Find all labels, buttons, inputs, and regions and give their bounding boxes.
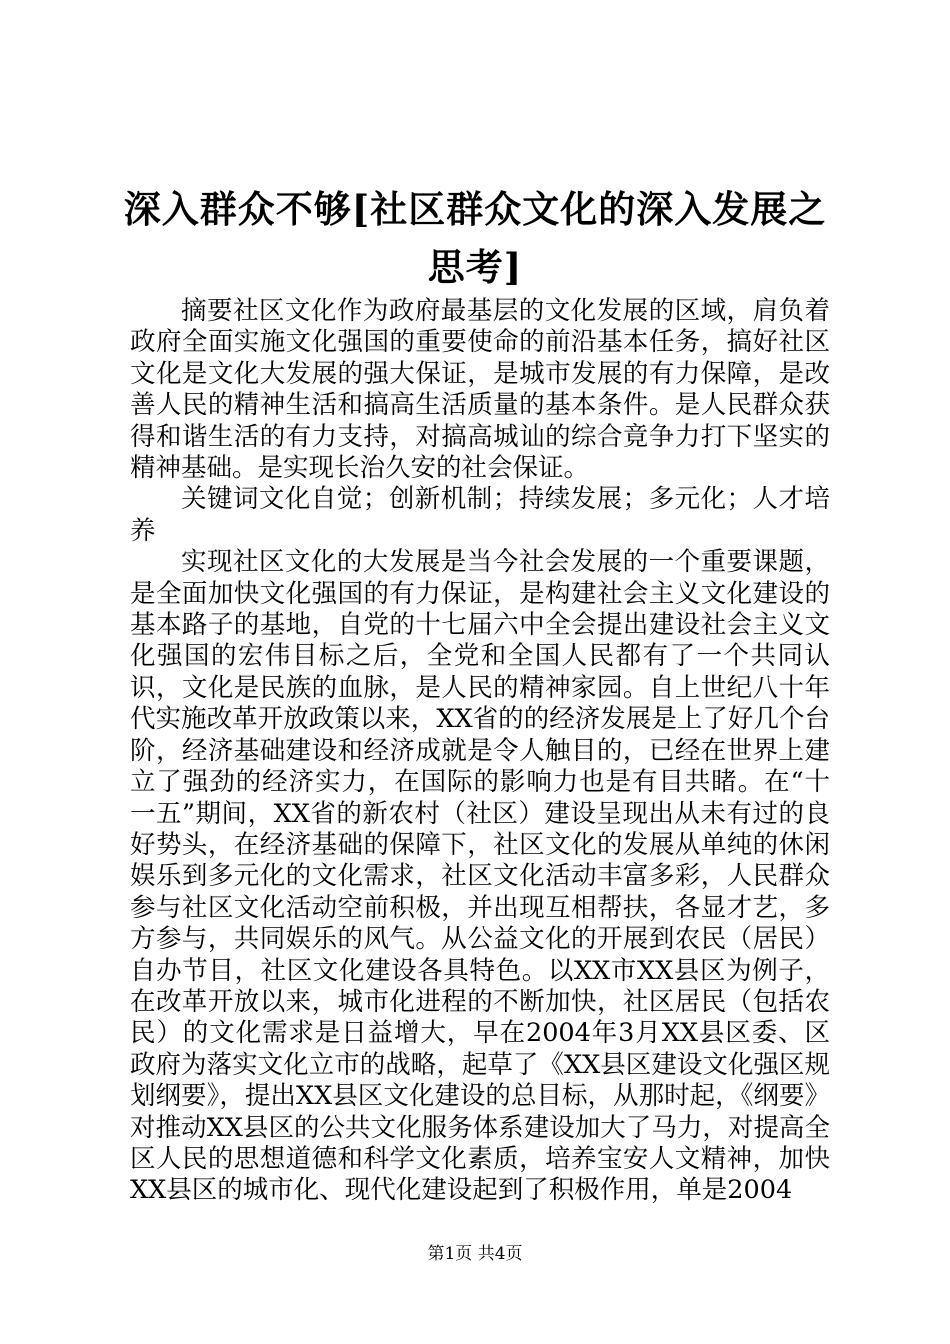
page-number-footer: 第1页 共4页	[427, 1244, 523, 1264]
document-body	[130, 296, 830, 1207]
keywords-paragraph: 关键词文化自觉；创新机制；持续发展；多元化；人才培养	[130, 484, 830, 546]
document-title: 深入群众不够[社区群众文化的深入发展之思考]	[123, 187, 827, 289]
abstract-paragraph: 摘要社区文化作为政府最基层的文化发展的区域，肩负着政府全面实施文化强国的重要使命的前沿基本任务，搞好社区文化是文化大发展的强大保证，是城市发展的有力保障，是改善人民的精神生活和搞高生活质量的基本条件。是人民群众获得和谐生活的有力支持，对搞高城讪的综合竟争力打下坚实的精神基础。是实现长治久安的社会保证。	[130, 296, 830, 484]
body-paragraph: 实现社区文化的大发展是当今社会发展的一个重要课题，是全面加快文化强国的有力保证，是构建社会主义文化建设的基本路子的基地，自党的十七届六中全会提出建设社会主义文化强国的宏伟目标之后，全党和全国人民都有了一个共同认识，文化是民族的血脉，是人民的精神家园。自上世纪八十年代实施改革开放政策以来，XX省的的经济发展是上了好几个台阶，经济基础建设和经济成就是令人触目的，已经在世界上建立了强劲的经济实力，在国际的影响力也是有目共睹。在“十一五”期间，XX省的新农村（社区）建设呈现出从未有过的良好势头，在经济基础的保障下，社区文化的发展从单纯的休闲娱乐到多元化的文化需求，社区文化活动丰富多彩，人民群众参与社区文化活动空前积极，并出现互相帮扶，各显才艺，多方参与，共同娱乐的风气。从公益文化的开展到农民（居民）自办节目，社区文化建设各具特色。以XX市XX县区为例子，在改革开放以来，城市化进程的不断加快，社区居民（包括农民）的文化需求是日益增大，早在2004年3月XX县区委、区政府为落实文化立市的战略，起草了《XX县区建设文化强区规划纲要》，提出XX县区文化建设的总目标，从那时起，《纲要》对推动XX县区的公共文化服务体系建设加大了马力，对提高全区人民的思想道德和科学文化素质，培养宝安人文精神，加快XX县区的城市化、现代化建设起到了积极作用，单是2004	[130, 547, 830, 1206]
